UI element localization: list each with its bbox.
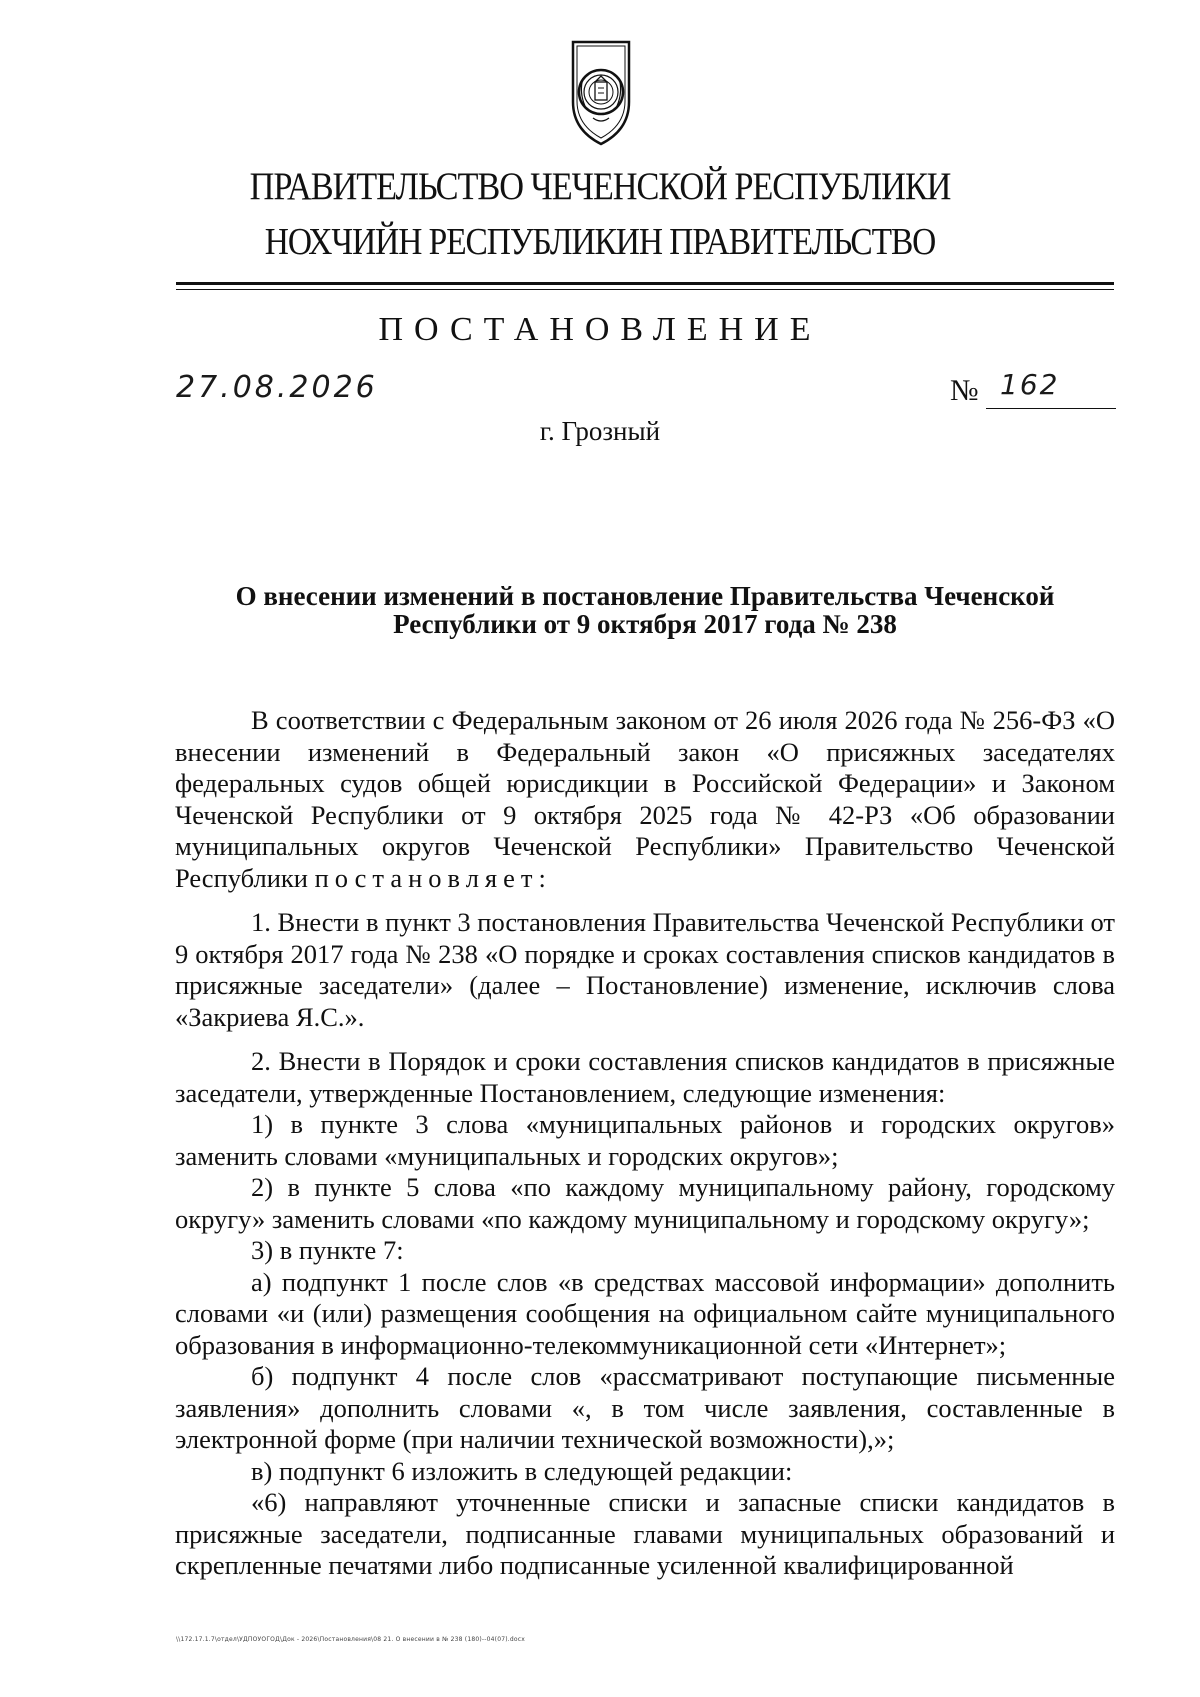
decree-word: постановляет: xyxy=(314,862,552,893)
organization-name-chechen: НОХЧИЙН РЕСПУБЛИКИН ПРАВИТЕЛЬСТВО xyxy=(264,221,936,263)
document-body xyxy=(175,705,1115,1582)
header-divider-thick xyxy=(176,282,1114,285)
paragraph-2-item-3c: в) подпункт 6 изложить в следующей редакции: xyxy=(251,1455,793,1486)
paragraph-2-item-3b: б) подпункт 4 после слов «рассматривают поступающие письменные заявления» дополнить словами «, в том числе заявления, составленные в электронной форме (при наличии технической возможности),»; xyxy=(175,1361,1115,1454)
file-path-footer: \\172.17.1.7\отдел\УДПОУОГОД\Док - 2026\Постановления\08 21. О внесении в № 238 (180)--04(07).docx xyxy=(176,1636,526,1643)
paragraph-2-item-3a: а) подпункт 1 после слов «в средствах массовой информации» дополнить словами «и (или) размещения сообщения на официальном сайте муниципального образования в информационно-телекоммуникационной сети «Интернет»; xyxy=(175,1266,1115,1360)
document-title-line-1: О внесении изменений в постановление Правительства Чеченской xyxy=(235,581,1055,611)
paragraph-2-item-2: 2) в пункте 5 слова «по каждому муниципальному району, городскому округу» заменить словами «по каждому муниципальному и городскому округу»; xyxy=(175,1172,1115,1234)
document-title xyxy=(176,582,1114,638)
number-underline xyxy=(986,408,1116,409)
paragraph-2: 2. Внести в Порядок и сроки составления списков кандидатов в присяжные заседатели, утвержденные Постановлением, следующие изменения: xyxy=(175,1046,1115,1108)
organization-name-russian: ПРАВИТЕЛЬСТВО ЧЕЧЕНСКОЙ РЕСПУБЛИКИ xyxy=(249,165,951,208)
preamble-paragraph xyxy=(175,705,1115,894)
preamble-text: В соответствии с Федеральным законом от 26 июля 2026 года № 256-ФЗ «О внесении изменений в Федеральный закон «О присяжных заседателях федеральных судов общей юрисдикции в Российской Федерации» и Законом Чеченской Республики от 9 октября 2025 года № 42-РЗ «Об образовании муниципальных округов Чеченской Республики» Правительство Чеченской Республики xyxy=(175,705,1115,893)
header-divider-thin xyxy=(176,289,1114,290)
paragraph-2-item-3c-text: «6) направляют уточненные списки и запасные списки кандидатов в присяжные заседатели, подписанные главами муниципальных образований и скрепленные печатями либо подписанные усиленной квалифицированной xyxy=(175,1487,1115,1580)
document-date: 27.08.2026 xyxy=(176,370,378,405)
paragraph-2-item-1: 1) в пункте 3 слова «муниципальных районов и городских округов» заменить словами «муниципальных и городских округов»; xyxy=(175,1109,1115,1171)
document-city: г. Грозный xyxy=(539,416,661,446)
paragraph-2-item-3: 3) в пункте 7: xyxy=(251,1235,404,1265)
document-number: 162 xyxy=(1000,368,1060,401)
document-type: ПОСТАНОВЛЕНИЕ xyxy=(378,311,822,348)
document-title-line-2: Республики от 9 октября 2017 года № 238 xyxy=(393,609,897,639)
document-number-label: № xyxy=(950,374,979,407)
coat-of-arms-icon xyxy=(569,38,633,148)
paragraph-1: 1. Внести в пункт 3 постановления Правительства Чеченской Республики от 9 октября 2017 года № 238 «О порядке и сроках составления списков кандидатов в присяжные заседатели» (далее – Постановление) изменение, исключив слова «Закриева Я.С.». xyxy=(175,907,1115,1032)
